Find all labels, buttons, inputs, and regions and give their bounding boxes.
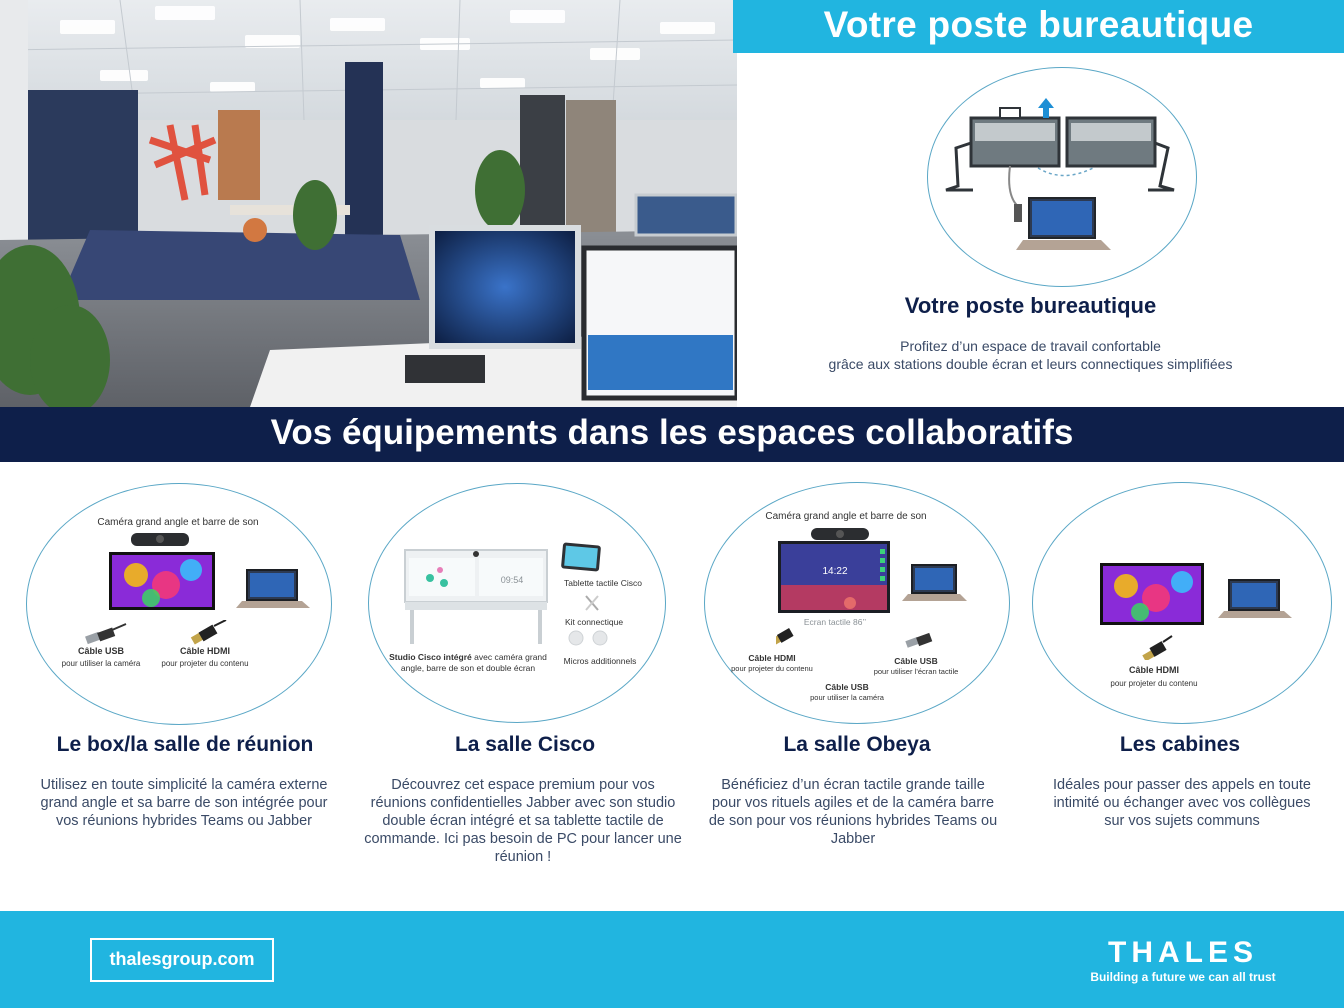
cabines-devices [1098, 560, 1298, 660]
obeya-usb-touch-sub: pour utiliser l’écran tactile [873, 667, 959, 676]
poste-description-line2: grâce aux stations double écran et leurs connectiques simplifiées [828, 356, 1233, 372]
cisco-studio-icon [405, 550, 547, 644]
cabines-hdmi-title: Câble HDMI [1128, 665, 1179, 675]
box-devices [106, 530, 326, 620]
obeya-usb-cam-sub: pour utiliser la caméra [810, 693, 884, 702]
cabines-hdmi-sub: pour projeter du contenu [1110, 679, 1198, 688]
laptop-icon [1218, 580, 1292, 618]
cisco-tablet-label: Tablette tactile Cisco [564, 578, 642, 588]
kit-cable-icon [586, 596, 598, 610]
usb-cable-icon [830, 633, 932, 655]
cisco-description: Découvrez cet espace premium pour vos réunions confidentielles Jabber avec son studio double écran intégré et sa tablette tactile de commande. Ici pas besoin de PC pour lancer une réunion ! [364, 777, 682, 865]
thales-tagline: Building a future we can all trust [1090, 970, 1276, 984]
laptop-icon [236, 570, 310, 608]
thales-logo: THALES [1108, 936, 1258, 969]
box-hdmi-title: Câble HDMI [179, 646, 230, 656]
box-camera-label: Caméra grand angle et barre de son [97, 517, 259, 528]
box-title: Le box/la salle de réunion [56, 733, 314, 756]
dual-monitor-icon [928, 68, 1196, 286]
microphone-icon [569, 631, 607, 645]
hdmi-cable-icon [1142, 636, 1172, 660]
tablet-icon [561, 542, 601, 571]
poste-description-line1: Profitez d’un espace de travail confortable [900, 338, 1161, 354]
obeya-description: Bénéficiez d’un écran tactile grande taille pour vos rituels agiles et de la caméra barre de son pour vos réunions hybrides Teams ou Jabber [708, 777, 998, 847]
cisco-studio-rest: avec caméra grand [471, 652, 547, 662]
obeya-screen-time: 14:22 [822, 566, 848, 577]
poste-heading: Votre poste bureautique [904, 293, 1157, 318]
obeya-title: La salle Obeya [783, 733, 931, 756]
obeya-usb-touch-title: Câble USB [894, 656, 938, 666]
obeya-devices [776, 525, 976, 655]
box-usb-sub: pour utiliser la caméra [61, 659, 141, 668]
tv-screen-icon [1100, 563, 1204, 625]
hdmi-cable-icon [776, 628, 794, 647]
obeya-screen-label: Ecran tactile 86’’ [803, 617, 867, 627]
obeya-usb-cam-title: Câble USB [825, 682, 869, 692]
obeya-hdmi-sub: pour projeter du contenu [731, 664, 813, 673]
touch-screen-icon [778, 541, 890, 613]
box-description: Utilisez en toute simplicité la caméra externe grand angle et sa barre de son intégrée pour vos réunions hybrides Teams ou Jabber [40, 777, 328, 829]
poste-ellipse [927, 67, 1197, 287]
webcam-bar-icon [811, 528, 869, 540]
cisco-micros-label: Micros additionnels [563, 656, 637, 666]
cisco-devices [400, 538, 650, 648]
cisco-kit-label: Kit connectique [564, 617, 624, 627]
middle-banner-title: Vos équipements dans les espaces collaboratifs [270, 413, 1074, 452]
obeya-camera-label: Caméra grand angle et barre de son [765, 511, 927, 522]
tv-screen-icon [109, 552, 215, 610]
website-link[interactable]: thalesgroup.com [109, 949, 255, 969]
poste-description [700, 337, 1344, 373]
top-banner-title: Votre poste bureautique [823, 4, 1254, 45]
usb-cable-icon [85, 624, 126, 644]
obeya-hdmi-title: Câble HDMI [748, 653, 796, 663]
cabines-description: Idéales pour passer des appels en toute intimité ou échanger avec vos collègues sur vos sujets communs [1053, 777, 1311, 829]
box-hdmi-sub: pour projeter du contenu [161, 659, 249, 668]
cisco-studio-bold: Studio Cisco intégré [389, 652, 472, 662]
laptop-icon [1016, 198, 1111, 250]
box-usb-title: Câble USB [77, 646, 124, 656]
hdmi-cable-icon [191, 620, 226, 644]
cabines-title: Les cabines [1119, 733, 1241, 756]
cisco-studio-line2: angle, barre de son et double écran [400, 663, 536, 673]
cisco-title: La salle Cisco [454, 733, 596, 756]
laptop-icon [902, 565, 967, 601]
cisco-studio-label [382, 652, 554, 662]
cisco-screen-time: 09:54 [500, 575, 524, 585]
webcam-bar-icon [131, 533, 189, 546]
office-photo [0, 0, 737, 407]
